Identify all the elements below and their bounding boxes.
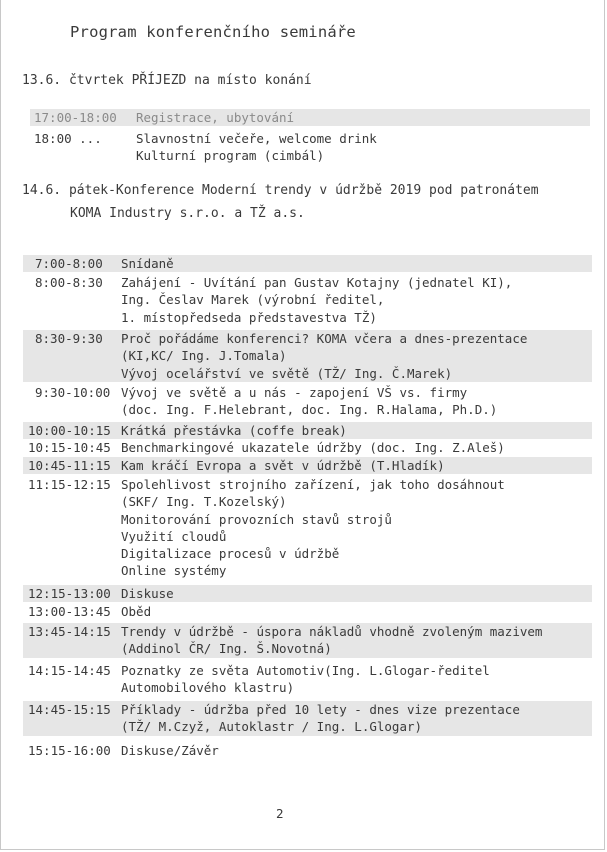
- schedule-row: [23, 384, 592, 419]
- schedule-row: [30, 109, 590, 126]
- schedule-row: [23, 742, 592, 759]
- row-text: Kam kráčí Evropa a svět v údržbě (T.Hladík): [121, 458, 445, 473]
- schedule-row: [23, 255, 592, 272]
- row-time: 14:15-14:45: [28, 663, 111, 678]
- schedule-row: [23, 701, 592, 736]
- schedule-row: [23, 623, 592, 658]
- row-text: Trendy v údržbě - úspora nákladů vhodně zvoleným mazivem (Addinol ČR/ Ing. Š.Novotná): [121, 624, 543, 657]
- schedule-row: [23, 603, 592, 620]
- schedule-row: [23, 439, 592, 456]
- row-time: 8:30-9:30: [35, 331, 103, 346]
- schedule-row: [23, 457, 592, 474]
- day2-heading-line1: 14.6. pátek-Konference Moderní trendy v údržbě 2019 pod patronátem: [22, 183, 539, 198]
- row-text: Registrace, ubytování: [136, 110, 295, 125]
- row-time: 15:15-16:00: [28, 743, 111, 758]
- row-time: 11:15-12:15: [28, 477, 111, 492]
- row-time: 7:00-8:00: [35, 256, 103, 271]
- row-text: Slavnostní večeře, welcome drink Kulturní program (cimbál): [136, 131, 377, 164]
- row-time: 10:15-10:45: [28, 440, 111, 455]
- page-title: Program konferenčního semináře: [70, 23, 356, 41]
- day1-heading: 13.6. čtvrtek PŘÍJEZD na místo konání: [22, 73, 312, 88]
- row-text: Oběd: [121, 604, 152, 619]
- row-time: 10:45-11:15: [28, 458, 111, 473]
- row-time: 13:00-13:45: [28, 604, 111, 619]
- page-number: 2: [276, 806, 284, 821]
- row-time: 14:45-15:15: [28, 702, 111, 717]
- row-time: 18:00 ...: [34, 131, 102, 146]
- row-text: Diskuse/Závěr: [121, 743, 219, 758]
- row-text: Proč pořádáme konferenci? KOMA včera a dnes-prezentace (KI,KC/ Ing. J.Tomala) Vývoj ocelářství ve světě (TŽ/ Ing. Č.Marek): [121, 331, 528, 381]
- row-time: 12:15-13:00: [28, 586, 111, 601]
- schedule-row: [23, 330, 592, 382]
- row-time: 9:30-10:00: [35, 385, 111, 400]
- row-text: Snídaně: [121, 256, 174, 271]
- row-time: 8:00-8:30: [35, 275, 103, 290]
- row-text: Příklady - údržba před 10 lety - dnes vize prezentace (TŽ/ M.Czyž, Autoklastr / Ing. L.Glogar): [121, 702, 520, 735]
- schedule-row: [23, 662, 592, 697]
- row-text: Zahájení - Uvítání pan Gustav Kotajny (jednatel KI), Ing. Česlav Marek (výrobní ředitel, 1. místopředseda představestva TŽ): [121, 275, 513, 325]
- row-time: 17:00-18:00: [34, 110, 117, 125]
- row-text: Vývoj ve světě a u nás - zapojení VŠ vs. firmy (doc. Ing. F.Helebrant, doc. Ing. R.Halama, Ph.D.): [121, 385, 498, 418]
- row-time: 13:45-14:15: [28, 624, 111, 639]
- schedule-row: [23, 585, 592, 602]
- row-text: Diskuse: [121, 586, 174, 601]
- row-text: Spolehlivost strojního zařízení, jak toho dosáhnout (SKF/ Ing. T.Kozelský) Monitorování provozních stavů strojů Využití cloudů Digitalizace procesů v údržbě Online systémy: [121, 477, 505, 579]
- row-text: Krátká přestávka (coffe break): [121, 423, 347, 438]
- row-text: Poznatky ze světa Automotiv(Ing. L.Glogar-ředitel Automobilového klastru): [121, 663, 490, 696]
- row-text: Benchmarkingové ukazatele údržby (doc. Ing. Z.Aleš): [121, 440, 505, 455]
- schedule-row: [23, 476, 592, 580]
- day2-heading-line2: KOMA Industry s.r.o. a TŽ a.s.: [70, 206, 305, 221]
- schedule-row: [30, 130, 590, 165]
- schedule-row: [23, 274, 592, 326]
- row-time: 10:00-10:15: [28, 423, 111, 438]
- schedule-row: [23, 422, 592, 439]
